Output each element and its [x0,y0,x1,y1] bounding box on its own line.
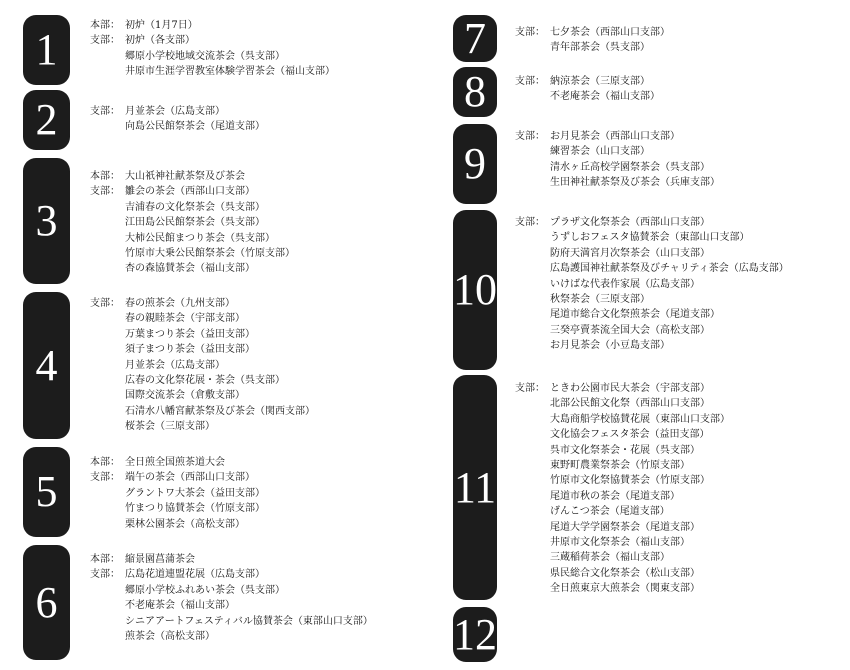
event-row [515,230,789,245]
event-name: 広島花道連盟花展（広島支部） [125,569,265,581]
event-name: 全日煎全国煎茶道大会 [125,457,225,468]
event-name: 全日煎東京大煎茶会（関東支部） [550,583,700,595]
month-tab-1 [23,15,70,85]
event-row [90,49,335,64]
event-row [515,473,730,488]
month-number: 11 [453,462,497,512]
month-number: 10 [453,265,497,314]
event-row [90,64,335,79]
event-name: 広島護国神社献茶祭及びチャリティ茶会（広島支部） [550,263,789,275]
month-number: 1 [35,25,58,74]
event-name: 国際交流茶会（倉敷支部） [125,390,245,402]
event-name: 青年部茶会（呉支部） [550,42,650,54]
month-tab-2 [23,90,70,150]
event-row [90,358,315,373]
month-5-events [90,455,265,532]
event-name: ときわ公園市民大茶会（宇部支部） [550,383,710,394]
event-row [515,566,730,581]
month-11-events [515,381,730,597]
event-row [90,215,295,230]
month-1-events [90,18,335,80]
event-row [90,33,335,48]
event-name: 郷原小学校ふれあい茶会（呉支部） [125,584,285,596]
event-category-label: 本部： [90,457,120,468]
month-number: 8 [464,67,486,116]
event-row [515,458,730,473]
event-name: 井原市文化祭茶会（福山支部） [550,537,690,549]
event-row [90,583,373,598]
event-category-label: 本部： [90,171,120,182]
event-name: いけばな代表作家展（広島支部） [550,278,700,290]
event-name: 七夕茶会（西部山口支部） [550,27,670,38]
event-name: 北部公民館文化祭（西部山口支部） [550,398,710,410]
event-name: 春の親睦茶会（宇部支部） [125,313,245,325]
event-row [90,629,373,644]
event-row [515,396,730,411]
event-name: 郷原小学校地域交流茶会（呉支部） [125,50,285,62]
event-row [90,200,295,215]
event-row [515,160,720,175]
event-row [515,323,789,338]
event-row [515,412,730,427]
event-row [90,567,373,582]
event-row [515,443,730,458]
event-category-label: 支部： [90,106,120,117]
month-tab-11 [453,375,497,600]
month-9-events [515,129,720,191]
event-name: 万葉まつり茶会（益田支部） [125,328,255,340]
event-name: 練習茶会（山口支部） [550,146,650,158]
event-name: 春の煎茶会（九州支部） [125,298,235,309]
event-category-label: 支部： [90,186,120,198]
event-row [90,184,295,199]
month-8-events [515,74,660,105]
event-row [90,18,335,33]
event-name: 須子まつり茶会（益田支部） [125,344,255,356]
event-name: 尾道市秋の茶会（尾道支部） [550,490,680,502]
event-name: 竹原市文化祭協賛茶会（竹原支部） [550,475,710,487]
event-name: 端午の茶会（西部山口支部） [125,472,255,484]
event-name: げんこつ茶会（尾道支部） [550,506,670,518]
month-number: 2 [35,95,58,144]
event-category-label: 支部： [90,569,120,581]
event-row [90,296,315,311]
event-row [90,373,315,388]
event-row [515,427,730,442]
month-number: 9 [464,139,486,188]
event-name: 東野町農業祭茶会（竹原支部） [550,460,690,472]
month-number: 7 [464,13,486,63]
event-name: 竹原市大乗公民館祭茶会（竹原支部） [125,248,295,260]
event-name: 納涼茶会（三原支部） [550,76,650,87]
month-tab-4 [23,292,70,439]
event-name: 雛会の茶会（西部山口支部） [125,186,255,198]
event-row [90,552,373,567]
event-name: 清水ヶ丘高校学園祭茶会（呉支部） [550,161,710,173]
event-row [90,327,315,342]
event-name: 月並茶会（広島支部） [125,106,225,117]
event-name: 文化協会フェスタ茶会（益田支部） [550,429,710,441]
month-number: 3 [35,196,58,245]
event-name: 向島公民館祭茶会（尾道支部） [125,121,265,133]
event-row [515,535,730,550]
event-row [515,504,730,519]
month-tab-7 [453,15,497,62]
month-4-events [90,296,315,435]
event-row [90,517,265,532]
event-row [515,129,720,144]
event-name: 秋祭茶会（三原支部） [550,294,650,306]
event-name: お月見茶会（小豆島支部） [550,340,670,352]
event-row [515,292,789,307]
event-name: お月見茶会（西部山口支部） [550,131,680,142]
event-name: プラザ文化祭茶会（西部山口支部） [550,217,710,228]
event-row [90,246,295,261]
event-name: 初炉（各支部） [125,35,195,47]
event-row [90,501,265,516]
event-name: 三蔵稲荷茶会（福山支部） [550,552,670,564]
month-number: 5 [35,467,58,516]
event-name: 三癸亭賣茶流全国大会（高松支部） [550,324,710,336]
event-name: 生田神社献茶祭及び茶会（兵庫支部） [550,177,720,189]
event-row [90,169,295,184]
event-row [515,144,720,159]
event-name: 月並茶会（広島支部） [125,359,225,371]
event-name: 煎茶会（高松支部） [125,631,215,643]
event-row [90,614,373,629]
event-row [515,520,730,535]
event-row [515,246,789,261]
event-name: 県民総合文化祭茶会（松山支部） [550,567,700,579]
event-name: 江田島公民館祭茶会（呉支部） [125,217,265,229]
event-name: シニアアートフェスティバル協賛茶会（東部山口支部） [125,615,373,627]
event-row [515,338,789,353]
event-row [90,231,295,246]
event-name: 大柿公民館まつり茶会（呉支部） [125,232,275,244]
event-row [515,215,789,230]
event-row [515,261,789,276]
event-row [90,419,315,434]
event-row [515,89,660,104]
event-name: 石清水八幡宮献茶祭及び茶会（関西支部） [125,405,315,417]
event-name: 大山祇神社献茶祭及び茶会 [125,171,245,182]
event-category-label: 支部： [515,217,545,228]
event-name: 縮景園菖蒲茶会 [125,554,195,565]
event-row [515,40,670,55]
month-tab-8 [453,67,497,117]
event-category-label: 本部： [90,20,120,31]
event-row [90,404,315,419]
event-name: 杏の森協賛茶会（福山支部） [125,263,255,275]
event-name: 桜茶会（三原支部） [125,421,215,433]
event-name: 井原市生涯学習教室体験学習茶会（福山支部） [125,66,335,78]
event-name: 大島商船学校協賛花展（東部山口支部） [550,413,730,425]
event-row [515,277,789,292]
month-number: 6 [35,577,58,627]
event-category-label: 本部： [90,554,120,565]
event-row [515,74,660,89]
month-3-events [90,169,295,277]
event-name: 呉市文化祭茶会・花展（呉支部） [550,444,700,456]
event-name: 初炉（1月7日） [125,20,198,31]
month-6-events [90,552,373,644]
event-row [515,581,730,596]
month-10-events [515,215,789,354]
event-row [90,311,315,326]
month-tab-6 [23,545,70,660]
event-name: 不老庵茶会（福山支部） [550,91,660,103]
month-tab-9 [453,124,497,204]
event-row [90,342,315,357]
event-category-label: 支部： [515,131,545,142]
event-name: グラントワ大茶会（益田支部） [125,487,265,499]
event-name: 竹まつり協賛茶会（竹原支部） [125,503,265,515]
event-row [90,486,265,501]
event-category-label: 支部： [90,35,120,47]
event-name: 栗林公園茶会（高松支部） [125,518,245,530]
month-number: 4 [35,340,58,390]
event-category-label: 支部： [90,298,120,309]
event-row [90,388,315,403]
event-category-label: 支部： [90,472,120,484]
month-tab-10 [453,210,497,370]
event-row [90,455,265,470]
event-row [90,104,265,119]
month-7-events [515,25,670,56]
event-category-label: 支部： [515,76,545,87]
month-number: 12 [453,609,497,659]
event-row [515,307,789,322]
event-name: うずしおフェスタ協賛茶会（東部山口支部） [550,232,750,244]
event-row [515,175,720,190]
event-category-label: 支部： [515,383,545,394]
event-category-label: 支部： [515,27,545,38]
event-row [90,470,265,485]
event-row [515,381,730,396]
month-tab-5 [23,447,70,537]
month-tab-3 [23,158,70,284]
event-name: 広春の文化祭花展・茶会（呉支部） [125,375,285,387]
event-name: 防府天満宮月次祭茶会（山口支部） [550,247,710,259]
month-2-events [90,104,265,135]
event-row [515,25,670,40]
event-row [90,598,373,613]
month-tab-12 [453,607,497,662]
event-name: 吉浦春の文化祭茶会（呉支部） [125,201,265,213]
event-row [90,261,295,276]
event-row [90,119,265,134]
event-row [515,489,730,504]
event-name: 尾道大学学園祭茶会（尾道支部） [550,521,700,533]
event-name: 不老庵茶会（福山支部） [125,600,235,612]
event-name: 尾道市総合文化祭煎茶会（尾道支部） [550,309,720,321]
event-row [515,550,730,565]
